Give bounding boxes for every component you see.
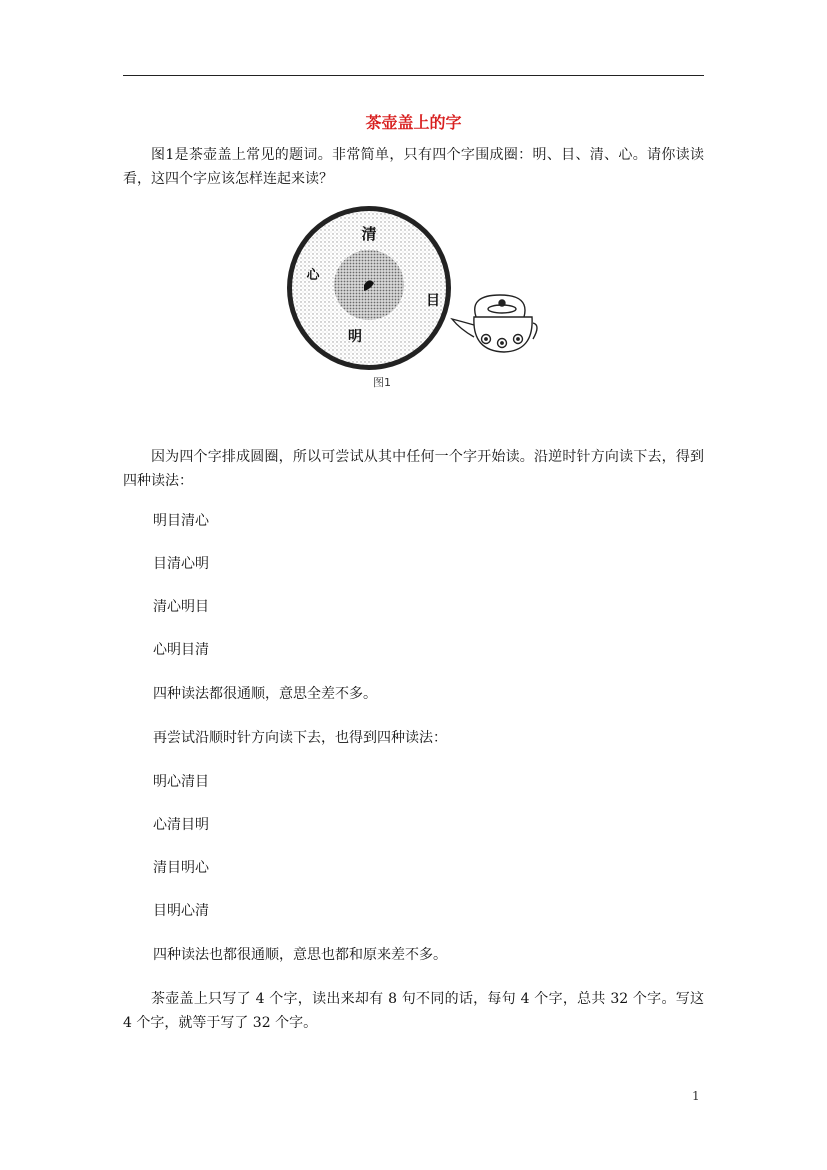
counterclockwise-reading-3: 清心明目 bbox=[153, 599, 209, 615]
conclusion-paragraph: 茶壶盖上只写了 4 个字，读出来却有 8 句不同的话，每句 4 个字，总共 32 个字。写这 4 个字，就等于写了 32 个字。 bbox=[123, 991, 704, 1031]
figure-caption: 图1 bbox=[373, 376, 391, 389]
intro-paragraph: 图1是茶壶盖上常见的题词。非常简单，只有四个字围成圈：明、目、清、心。请你读读看，这四个字应该怎样连起来读？ bbox=[123, 147, 704, 187]
clockwise-reading-1: 明心清目 bbox=[153, 774, 209, 790]
clockwise-reading-3: 清目明心 bbox=[153, 860, 209, 876]
page-number: 1 bbox=[692, 1089, 700, 1103]
clockwise-intro: 再尝试沿顺时针方向读下去，也得到四种读法： bbox=[153, 730, 447, 746]
counterclockwise-intro: 因为四个字排成圆圈，所以可尝试从其中任何一个字开始读。沿逆时针方向读下去，得到四种读法： bbox=[123, 449, 704, 489]
counterclockwise-reading-2: 目清心明 bbox=[153, 556, 209, 572]
lid bbox=[287, 206, 451, 370]
teapot-lid-figure bbox=[280, 205, 550, 400]
teapot-lid-illustration bbox=[280, 205, 550, 400]
lid-character-bottom: 明 bbox=[348, 329, 362, 345]
teapot-icon bbox=[452, 295, 537, 352]
clockwise-summary: 四种读法也都很通顺，意思也都和原来差不多。 bbox=[153, 947, 447, 963]
counterclockwise-summary: 四种读法都很通顺，意思全差不多。 bbox=[153, 686, 377, 702]
counterclockwise-reading-4: 心明目清 bbox=[153, 642, 209, 658]
lid-character-left: 心 bbox=[306, 268, 320, 283]
clockwise-reading-4: 目明心清 bbox=[153, 903, 209, 919]
header-rule bbox=[123, 75, 704, 76]
lid-character-top: 清 bbox=[361, 225, 377, 243]
lid-character-right: 目 bbox=[426, 293, 440, 309]
clockwise-reading-2: 心清目明 bbox=[153, 817, 209, 833]
page-title: 茶壶盖上的字 bbox=[365, 113, 462, 132]
counterclockwise-reading-1: 明目清心 bbox=[153, 513, 209, 529]
